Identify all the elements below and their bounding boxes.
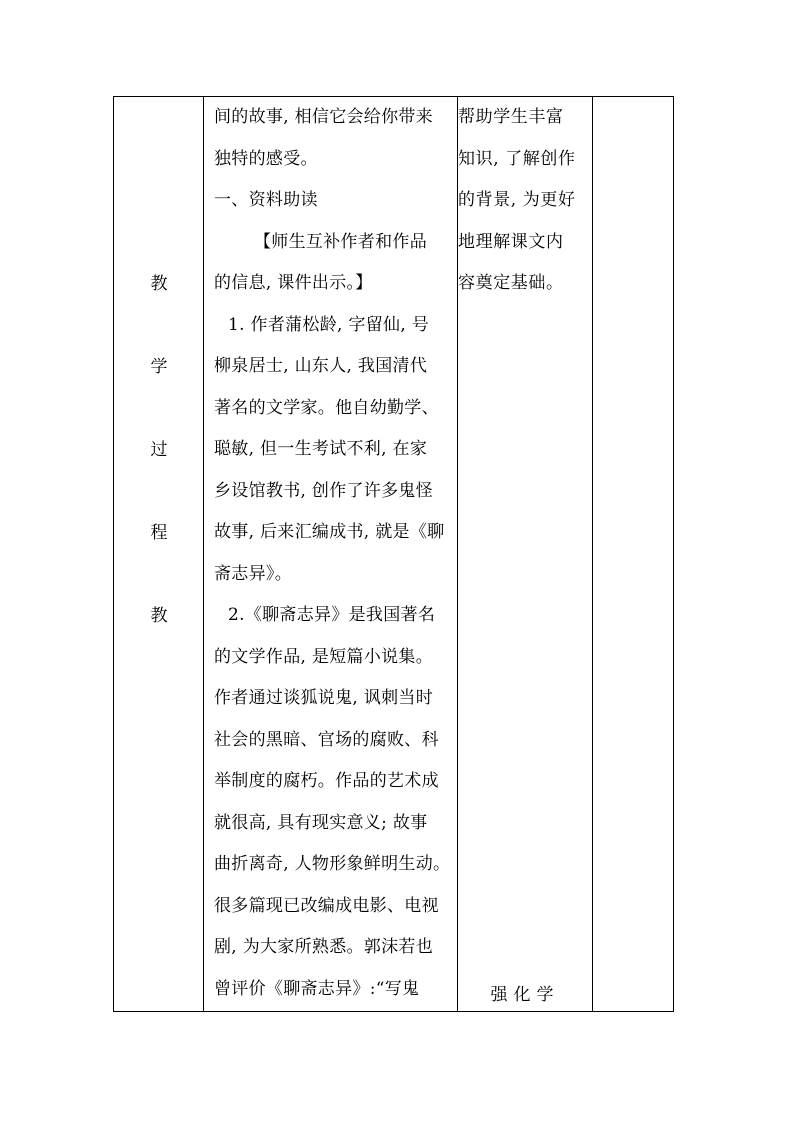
content-line: 2.《聊斋志异》是我国著名 bbox=[228, 605, 436, 625]
purpose-line: 帮助学生丰富 bbox=[458, 107, 564, 127]
lesson-plan-table bbox=[113, 96, 674, 1012]
notes-column bbox=[593, 97, 674, 1012]
content-line: 很多篇现已改编成电影、电视 bbox=[214, 895, 439, 916]
content-line: 斋志异》。 bbox=[214, 563, 292, 584]
content-line: 的信息, 课件出示。】 bbox=[214, 273, 373, 293]
purpose-column bbox=[458, 97, 593, 1012]
content-line: 故事, 后来汇编成书, 就是《聊 bbox=[214, 522, 445, 542]
content-line: 聪敏, 但一生考试不利, 在家 bbox=[214, 439, 428, 459]
purpose-line: 知识, 了解创作 bbox=[458, 148, 576, 169]
stage-char-3: 过 bbox=[150, 440, 168, 460]
stage-char-2: 学 bbox=[150, 357, 168, 377]
content-line: 乡设馆教书, 创作了许多鬼怪 bbox=[214, 480, 434, 501]
purpose-line: 的背景, 为更好 bbox=[458, 190, 576, 210]
content-text bbox=[204, 97, 457, 1010]
purpose-bottom-text: 强化学 bbox=[490, 985, 560, 1005]
content-line: 曾评价《聊斋志异》:“写鬼 bbox=[214, 978, 420, 999]
content-line: 作者通过谈狐说鬼, 讽刺当时 bbox=[214, 688, 434, 708]
content-column bbox=[204, 97, 458, 1012]
content-line: 就很高, 具有现实意义; 故事 bbox=[214, 812, 428, 833]
content-line: 举制度的腐朽。作品的艺术成 bbox=[214, 771, 439, 791]
purpose-line: 容奠定基础。 bbox=[458, 273, 564, 293]
purpose-line: 地理解课文内 bbox=[458, 231, 564, 252]
section-heading: 一、资料助读 bbox=[214, 190, 318, 210]
content-line: 曲折离奇, 人物形象鲜明生动。 bbox=[214, 854, 451, 874]
stage-char-5: 教 bbox=[150, 606, 168, 626]
stage-char-1: 教 bbox=[150, 274, 168, 294]
content-line: 剧, 为大家所熟悉。郭沫若也 bbox=[214, 937, 434, 957]
content-line: 社会的黑暗、官场的腐败、科 bbox=[214, 729, 439, 750]
content-line: 独特的感受。 bbox=[214, 148, 318, 169]
content-line: 【师生互补作者和作品 bbox=[254, 231, 427, 252]
content-line: 的文学作品, 是短篇小说集。 bbox=[214, 646, 434, 667]
content-line: 1. 作者蒲松龄, 字留仙, 号 bbox=[228, 314, 430, 335]
content-line: 柳泉居士, 山东人, 我国清代 bbox=[214, 356, 428, 376]
stage-column bbox=[114, 97, 204, 1012]
content-line: 间的故事, 相信它会给你带来 bbox=[214, 107, 434, 127]
content-line: 著名的文学家。他自幼勤学、 bbox=[214, 397, 439, 418]
stage-char-4: 程 bbox=[150, 523, 168, 543]
